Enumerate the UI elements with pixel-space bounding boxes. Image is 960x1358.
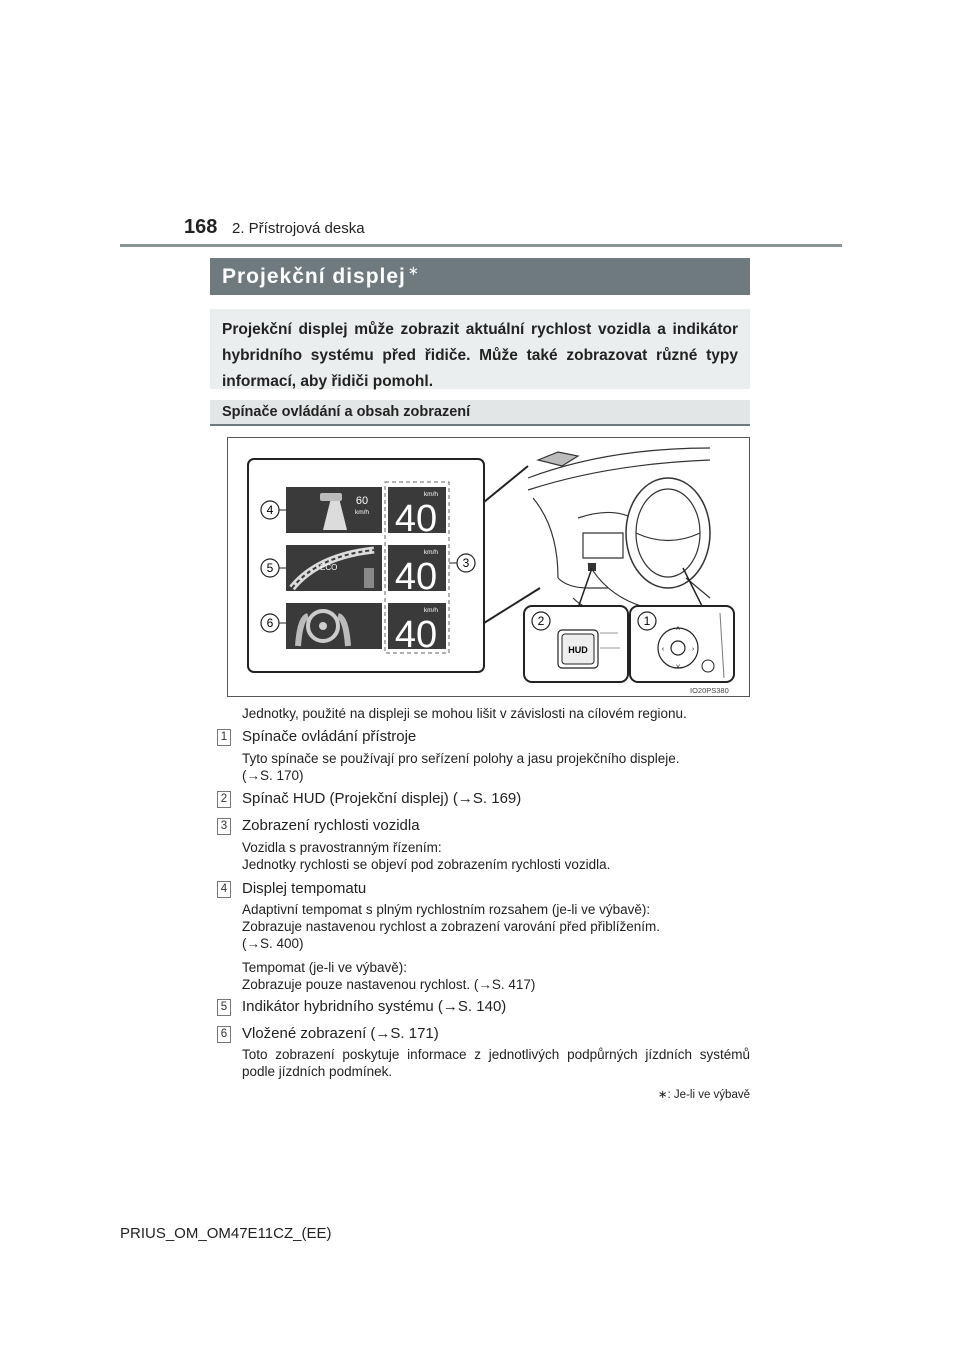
- item-number-5: 5: [217, 999, 231, 1016]
- eco-label: ECO: [320, 563, 338, 572]
- speed-value-1: 40: [394, 498, 438, 540]
- item-desc-1b: (→S. 170): [242, 768, 304, 783]
- inset-display-panel: [286, 603, 446, 656]
- cruise-speed: 60: [355, 495, 369, 507]
- speed-value-3: 40: [394, 614, 438, 656]
- callout-2: 2: [537, 614, 545, 628]
- item-desc-3b: Jednotky rychlosti se objeví pod zobrazením rychlosti vozidla.: [242, 857, 611, 872]
- footnote: ∗: Je-li ve výbavě: [657, 1089, 750, 1101]
- item-desc-4b: Zobrazuje nastavenou rychlost a zobrazení varování před přiblížením.: [242, 919, 660, 934]
- figure-code: IO20PS380: [690, 686, 729, 695]
- page-title: [210, 258, 750, 295]
- callout-4: 4: [266, 503, 274, 517]
- svg-text:›: ›: [691, 646, 695, 653]
- item-number-2: 2: [217, 791, 231, 808]
- callout-6: 6: [266, 616, 274, 630]
- hud-illustration: [227, 437, 750, 697]
- speed-unit-3: km/h: [423, 607, 438, 614]
- item-desc-4e: Zobrazuje pouze nastavenou rychlost. (→S. 417): [242, 977, 536, 992]
- svg-text:˅: ˅: [675, 664, 681, 671]
- page-title-text: Projekční displej: [222, 265, 406, 288]
- item-number-6: 6: [217, 1026, 231, 1043]
- item-desc-4c: (→S. 400): [242, 936, 304, 951]
- item-title-3: Zobrazení rychlosti vozidla: [242, 817, 420, 834]
- speed-unit-1: km/h: [423, 491, 438, 498]
- item-desc-6: Toto zobrazení poskytuje informace z jednotlivých podpůrných jízdních systémů podle jízdních podmínek.: [242, 1047, 750, 1079]
- subheading: Spínače ovládání a obsah zobrazení: [210, 400, 750, 426]
- callout-1: 1: [643, 614, 651, 628]
- callout-5: 5: [266, 561, 274, 575]
- item-number-3: 3: [217, 818, 231, 835]
- item-desc-4a: Adaptivní tempomat s plným rychlostním rozsahem (je-li ve výbavě):: [242, 902, 651, 917]
- footer-code: PRIUS_OM_OM47E11CZ_(EE): [120, 1225, 332, 1242]
- units-note: Jednotky, použité na displeji se mohou lišit v závislosti na cílovém regionu.: [242, 706, 687, 721]
- item-desc-4d: Tempomat (je-li ve výbavě):: [242, 960, 408, 975]
- svg-text:˄: ˄: [675, 626, 681, 633]
- section-title: 2. Přístrojová deska: [232, 220, 365, 237]
- cruise-unit: km/h: [354, 509, 370, 516]
- speed-unit-2: km/h: [423, 549, 438, 556]
- speed-value-2: 40: [394, 556, 438, 598]
- item-desc-3a: Vozidla s pravostranným řízením:: [242, 840, 442, 855]
- equipment-mark: ∗: [407, 263, 420, 278]
- hud-switch-label: HUD: [568, 645, 588, 655]
- item-title-2: Spínač HUD (Projekční displej) (→S. 169): [242, 790, 522, 807]
- header-divider: [120, 244, 842, 247]
- item-title-1: Spínače ovládání přístroje: [242, 728, 417, 745]
- svg-text:‹: ‹: [661, 646, 665, 653]
- cruise-display-panel: [286, 487, 446, 540]
- item-title-4: Displej tempomatu: [242, 880, 367, 897]
- page-number: 168: [184, 216, 218, 238]
- item-number-1: 1: [217, 729, 231, 746]
- item-title-5: Indikátor hybridního systému (→S. 140): [242, 998, 507, 1015]
- intro-paragraph: Projekční displej může zobrazit aktuální rychlost vozidla a indikátor hybridního systému před řidiče. Může také zobrazovat různé typy informací, aby řidiči pomohl.: [210, 309, 750, 389]
- callout-3: 3: [462, 556, 470, 570]
- dashboard-drawing: [528, 448, 710, 611]
- item-number-4: 4: [217, 881, 231, 898]
- hybrid-indicator-panel: [286, 545, 446, 598]
- item-desc-1a: Tyto spínače se používají pro seřízení polohy a jasu projekčního displeje.: [242, 751, 680, 766]
- item-title-6: Vložené zobrazení (→S. 171): [242, 1025, 439, 1042]
